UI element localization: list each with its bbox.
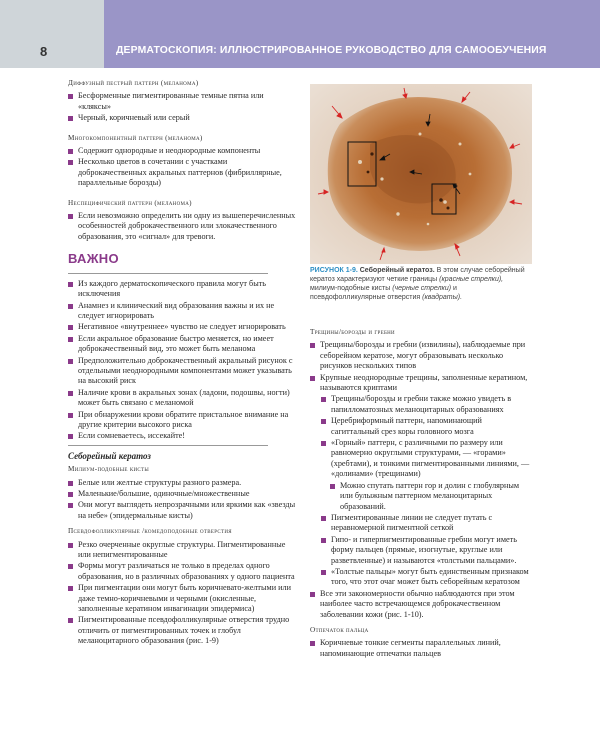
- section-heading: Псевдофолликулярные /комедоподобные отверстия: [68, 527, 232, 536]
- caption-text: милиум-подобные кисты: [310, 285, 391, 292]
- section-heading: Диффузный пестрый паттерн (меланома): [68, 79, 199, 87]
- list-item: Трещины/борозды и гребни также можно увидеть в папилломатозных меланоцитарных образованиях: [321, 394, 532, 415]
- caption-label: РИСУНОК 1-9.: [310, 267, 358, 274]
- caption-text: (квадраты).: [422, 294, 463, 301]
- list-item: Белые или желтые структуры разного размера.: [68, 478, 296, 488]
- section-heading: Трещины/борозды и гребни: [310, 328, 395, 336]
- bullet-list: [68, 540, 296, 647]
- list-item: Если сомневаетесь, иссекайте!: [68, 431, 296, 441]
- divider: [68, 445, 268, 446]
- list-item: Они могут выглядеть непрозрачными или яркими как «звезды на небе» (эпидермальные кисты): [68, 500, 296, 521]
- bullet-list: [68, 478, 296, 522]
- list-item: Коричневые тонкие сегменты параллельных линий, напоминающие отпечатки пальцев: [310, 638, 532, 659]
- divider: [68, 273, 268, 274]
- bullet-list: [310, 638, 532, 659]
- seborrheic-keratosis-image: [310, 84, 532, 264]
- left-column: [68, 78, 296, 648]
- bullet-list: [310, 340, 532, 620]
- caption-text: (красные стрелки),: [439, 276, 504, 283]
- caption-text: (черные стрелки): [392, 285, 452, 292]
- list-item: Трещины/борозды и гребни (извилины), наблюдаемые при себорейном кератозе, могут образовывать несколько рисунков нескольких типов: [310, 340, 532, 371]
- page-number: 8: [40, 44, 48, 59]
- list-item: Анамнез и клинический вид образования важны и их не следует игнорировать: [68, 301, 296, 322]
- section-heading: Милиум-подобные кисты: [68, 465, 150, 474]
- list-item: Можно спутать паттерн гор и долин с глобулярным или булыжным паттерном меланоцитарных образований.: [330, 481, 532, 512]
- list-item: Бесформенные пигментированные темные пятна или «кляксы»: [68, 91, 296, 112]
- list-item: Содержит однородные и неоднородные компоненты: [68, 146, 296, 156]
- list-item: Резко очерченные округлые структуры. Пигментированные или непигментированные: [68, 540, 296, 561]
- caption-text: и псевдофолликулярные отверстия: [310, 285, 457, 301]
- list-item: Крупные неоднородные трещины, заполненные кератином, называются криптами: [310, 373, 532, 394]
- bullet-list: [68, 146, 296, 189]
- caption-text: В этом случае себорейный кератоз характеризуют четкие границы: [310, 267, 525, 283]
- list-item: Маленькие/большие, одиночные/множественные: [68, 489, 296, 499]
- list-item: При обнаружении крови обратите пристальное внимание на другие критерии высокого риска: [68, 410, 296, 431]
- list-item: Если невозможно определить ни одну из вышеперечисленных особенностей доброкачественного или злокачественного образования, это «сигнал» для тревоги.: [68, 211, 296, 242]
- list-item: При пигментации они могут быть коричневато-желтыми или даже темно-коричневыми и черными (окисленные, заполненные кератином инвагинации эпидермиса): [68, 583, 296, 614]
- list-item: Предположительно доброкачественный акральный рисунок с отдельными неоднородными компонентами может указывать на высокий риск: [68, 356, 296, 387]
- header-band: [104, 0, 600, 68]
- subsection-title: Себорейный кератоз: [68, 450, 151, 461]
- list-item: Церебриформный паттерн, напоминающий сагиттальный срез коры головного мозга: [321, 416, 532, 437]
- bullet-list: [68, 91, 296, 123]
- important-list: [68, 279, 296, 442]
- list-item: Из каждого дерматоскопического правила могут быть исключения: [68, 279, 296, 300]
- bullet-list: [68, 211, 296, 242]
- list-item: Пигментированные линии не следует путать с неравномерной пигментной сеткой: [321, 513, 532, 534]
- list-item: «Толстые пальцы» могут быть единственным признаком того, что этот очаг может быть себорейным кератозом: [321, 567, 532, 588]
- list-item: «Горный» паттерн, с различными по размеру или равномерно округлыми структурами, — «горами» (хребтами), и тонкими пигментированными линиями, — «долинами» (трещинами): [321, 438, 532, 480]
- section-heading: Многокомпонентный паттерн (меланома): [68, 133, 203, 142]
- important-heading: ВАЖНО: [68, 251, 119, 267]
- section-heading: Отпечаток пальца: [310, 625, 369, 634]
- list-item: Несколько цветов в сочетании с участками доброкачественных акральных паттернов (фибриллярные, параллельные борозды): [68, 157, 296, 188]
- section-heading: Неспецифический паттерн (меланома): [68, 198, 192, 207]
- header-margin: [0, 0, 104, 68]
- list-item: Все эти закономерности обычно наблюдаются при этом наиболее часто встречающемся доброкачественном заболевании кожи (рис. 1-10).: [310, 589, 532, 620]
- caption-title: Себорейный кератоз.: [359, 267, 435, 274]
- list-item: Пигментированные псевдофолликулярные отверстия трудно отличить от пигментированных точек и глобул меланоцитарного образования (рис. 1-9): [68, 615, 296, 646]
- list-item: Если акральное образование быстро меняется, но имеет доброкачественный вид, это может быть меланома: [68, 334, 296, 355]
- list-item: Формы могут различаться не только в пределах одного образования, но в различных образованиях у одного пациента: [68, 561, 296, 582]
- right-column: [310, 327, 532, 660]
- list-item: Наличие крови в акральных зонах (ладони, подошвы, ногти) может быть связано с меланомой: [68, 388, 296, 409]
- list-item: Негативное «внутреннее» чувство не следует игнорировать: [68, 322, 296, 332]
- dermoscopy-photo: [310, 84, 532, 264]
- list-item: Черный, коричневый или серый: [68, 113, 296, 123]
- list-item: Гипо- и гиперпигментированные гребни могут иметь форму пальцев (прямые, изогнутые, круглые или разветвленные) и называются «толстыми пальцами».: [321, 535, 532, 566]
- figure-caption: [310, 266, 532, 302]
- running-title: ДЕРМАТОСКОПИЯ: ИЛЛЮСТРИРОВАННОЕ РУКОВОДСТВО ДЛЯ САМООБУЧЕНИЯ: [116, 45, 547, 56]
